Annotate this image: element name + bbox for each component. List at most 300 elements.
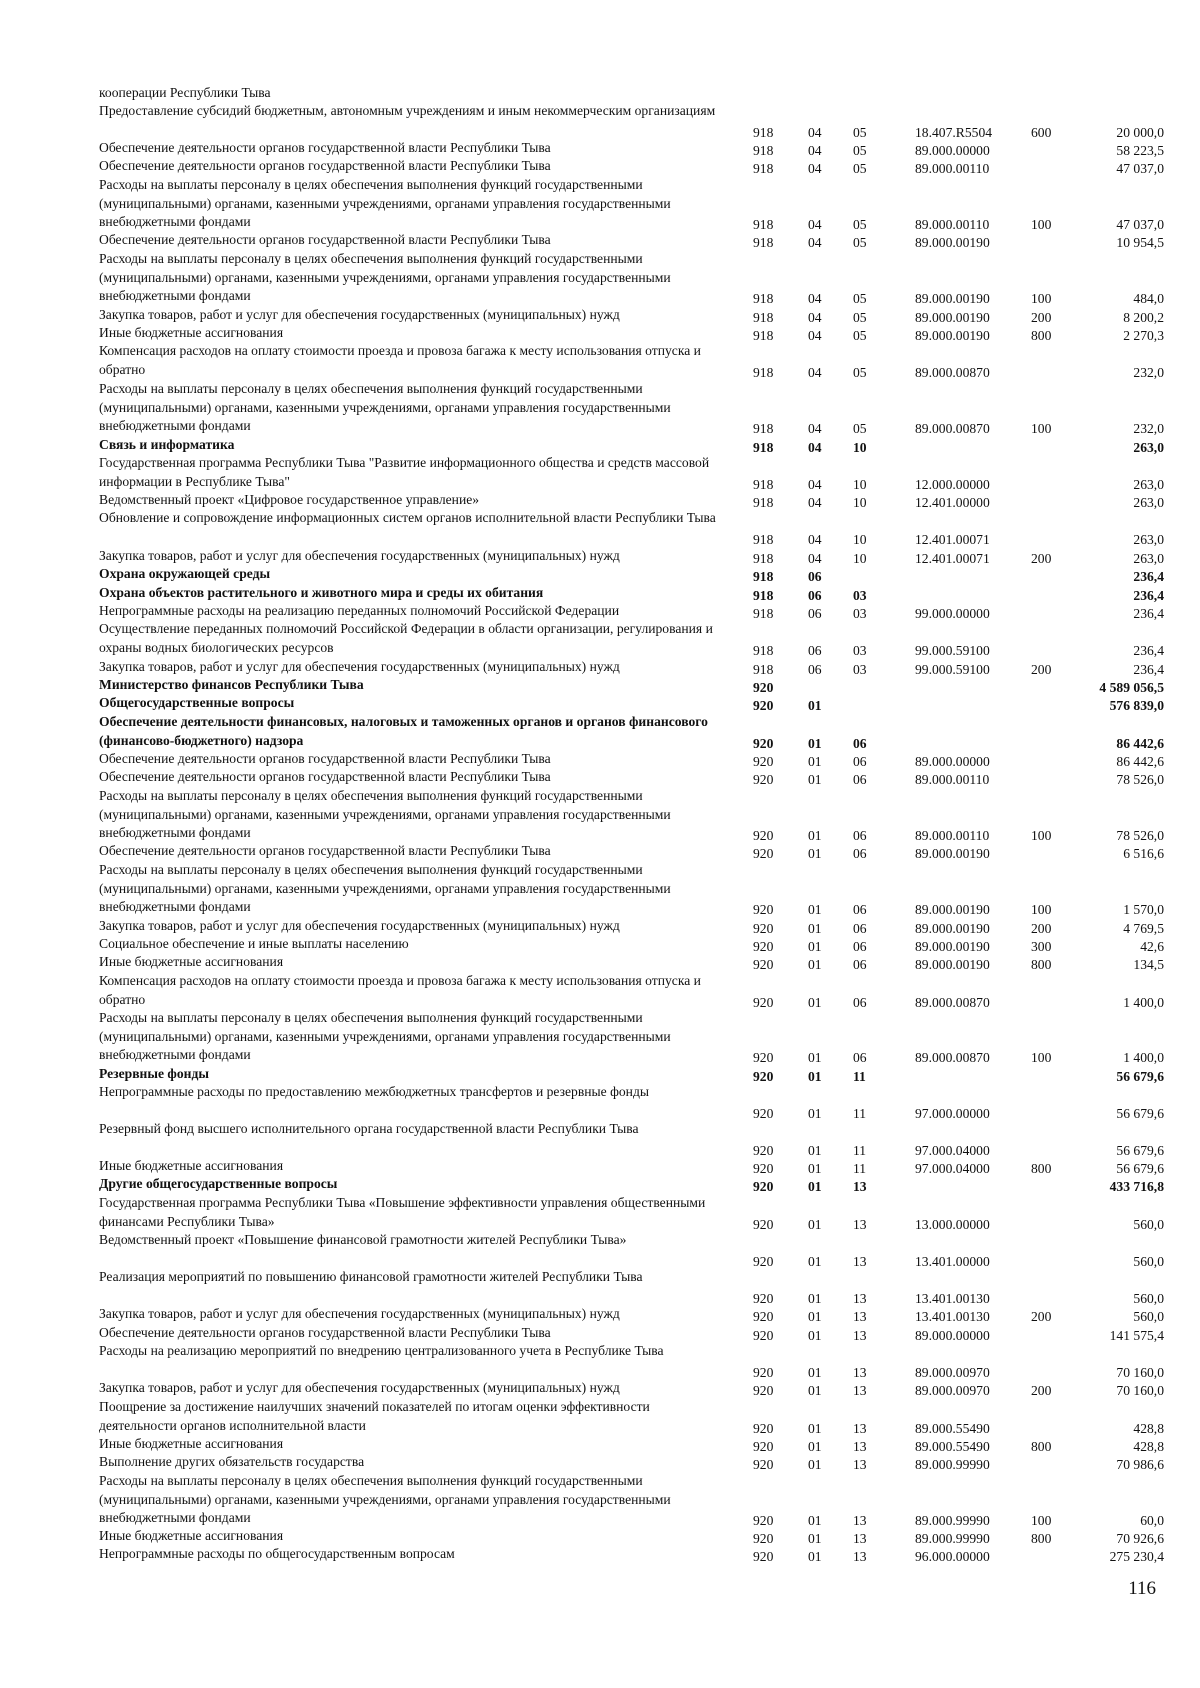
row-amount: 47 037,0 (1116, 161, 1164, 176)
row-amount: 56 679,6 (1116, 1142, 1164, 1158)
row-name: Обновление и сопровождение информационных систем органов исполнительной власти Республики Тыва (99, 510, 716, 525)
row-name: Обеспечение деятельности органов государственной власти Республики Тыва (99, 843, 551, 858)
row-section: 01 (808, 1105, 822, 1121)
row-ministry: 918 (753, 531, 774, 547)
row-vr: 800 (1031, 1439, 1052, 1454)
row-ministry: 920 (753, 1531, 774, 1546)
row-target: 89.000.00870 (915, 994, 990, 1010)
row-target: 89.000.00110 (915, 217, 990, 232)
row-vr: 100 (1031, 1513, 1052, 1528)
row-name: Закупка товаров, работ и услуг для обеспечения государственных (муниципальных) нужд (99, 1380, 620, 1395)
row-target: 97.000.00000 (915, 1105, 990, 1121)
row-target: 99.000.59100 (915, 642, 990, 658)
row-vr: 300 (1031, 939, 1052, 954)
row-name: Расходы на выплаты персоналу в целях обеспечения выполнения функций государственными (муниципальными) органами, казенными учреждениями, органами управления государственными внебюджетными фондами (99, 862, 671, 914)
row-amount: 70 160,0 (1116, 1364, 1164, 1380)
row-subsection: 06 (853, 828, 867, 843)
row-target: 12.401.00071 (915, 531, 990, 547)
row-name: Обеспечение деятельности органов государственной власти Республики Тыва (99, 751, 551, 766)
row-name: Резервные фонды (99, 1066, 209, 1081)
row-subsection: 13 (853, 1309, 867, 1324)
page-number: 116 (1128, 1578, 1156, 1599)
row-section: 01 (808, 902, 822, 917)
row-target: 13.000.00000 (915, 1216, 990, 1232)
row-name: кооперации Республики Тыва (99, 85, 271, 100)
row-target: 89.000.00110 (915, 828, 990, 843)
row-amount: 1 400,0 (1123, 1050, 1164, 1065)
row-ministry: 920 (753, 1069, 774, 1084)
row-amount: 428,8 (1133, 1439, 1164, 1454)
row-subsection: 13 (853, 1457, 867, 1472)
row-ministry: 918 (753, 495, 774, 510)
row-subsection: 05 (853, 310, 867, 325)
row-target: 89.000.00000 (915, 1328, 990, 1343)
row-target: 89.000.00190 (915, 921, 990, 936)
row-target: 89.000.00110 (915, 161, 990, 176)
row-name: Закупка товаров, работ и услуг для обеспечения государственных (муниципальных) нужд (99, 659, 620, 674)
row-name: Иные бюджетные ассигнования (99, 1528, 284, 1543)
row-section: 04 (808, 551, 822, 566)
row-name: Поощрение за достижение наилучших значений показателей по итогам оценки эффективности деятельности органов исполнительной власти (99, 1399, 650, 1433)
row-target: 12.401.00071 (915, 551, 990, 566)
row-ministry: 918 (753, 551, 774, 566)
row-section: 01 (808, 1290, 822, 1306)
row-section: 01 (808, 921, 822, 936)
row-ministry: 918 (753, 328, 774, 343)
row-section: 01 (808, 1050, 822, 1065)
row-amount: 560,0 (1133, 1216, 1164, 1232)
row-section: 04 (808, 143, 822, 158)
row-ministry: 920 (753, 1050, 774, 1065)
row-section: 01 (808, 1309, 822, 1324)
row-subsection: 13 (853, 1290, 867, 1306)
row-section: 01 (808, 772, 822, 787)
row-target: 89.000.00970 (915, 1383, 990, 1398)
row-subsection: 13 (853, 1531, 867, 1546)
row-subsection: 03 (853, 642, 867, 658)
row-subsection: 11 (853, 1161, 867, 1176)
row-ministry: 920 (753, 1513, 774, 1528)
row-name: Расходы на выплаты персоналу в целях обеспечения выполнения функций государственными (муниципальными) органами, казенными учреждениями, органами управления государственными внебюджетными фондами (99, 251, 671, 303)
row-vr: 100 (1031, 217, 1052, 232)
row-ministry: 920 (753, 1142, 774, 1158)
row-amount: 10 954,5 (1116, 235, 1164, 250)
row-subsection: 05 (853, 161, 867, 176)
row-subsection: 13 (853, 1328, 867, 1343)
row-vr: 100 (1031, 421, 1052, 436)
row-vr: 800 (1031, 1531, 1052, 1546)
row-amount: 47 037,0 (1116, 217, 1164, 232)
row-name: Резервный фонд высшего исполнительного органа государственной власти Республики Тыва (99, 1121, 639, 1136)
row-ministry: 918 (753, 476, 774, 492)
row-amount: 236,4 (1133, 569, 1164, 584)
row-subsection: 05 (853, 235, 867, 250)
row-ministry: 918 (753, 642, 774, 658)
row-amount: 60,0 (1140, 1513, 1164, 1528)
row-target: 89.000.99990 (915, 1531, 990, 1546)
row-ministry: 920 (753, 1290, 774, 1306)
row-subsection: 11 (853, 1069, 866, 1084)
row-vr: 200 (1031, 1383, 1052, 1398)
row-amount: 236,4 (1133, 588, 1164, 603)
row-section: 01 (808, 735, 822, 751)
row-section: 04 (808, 217, 822, 232)
row-target: 97.000.04000 (915, 1161, 990, 1176)
row-amount: 78 526,0 (1116, 772, 1164, 787)
row-ministry: 918 (753, 606, 774, 621)
row-amount: 70 926,6 (1116, 1531, 1164, 1546)
row-amount: 56 679,6 (1116, 1105, 1164, 1121)
row-name: Иные бюджетные ассигнования (99, 954, 284, 969)
row-subsection: 10 (853, 495, 867, 510)
row-subsection: 05 (853, 124, 867, 140)
row-amount: 263,0 (1133, 476, 1164, 492)
row-subsection: 06 (853, 846, 867, 861)
row-target: 18.407.R5504 (915, 124, 993, 140)
row-ministry: 920 (753, 994, 774, 1010)
row-target: 89.000.55490 (915, 1420, 990, 1436)
row-vr: 100 (1031, 902, 1052, 917)
row-name: Реализация мероприятий по повышению финансовой грамотности жителей Республики Тыва (99, 1269, 643, 1284)
row-subsection: 13 (853, 1549, 867, 1564)
row-name: Обеспечение деятельности органов государственной власти Республики Тыва (99, 232, 551, 247)
row-ministry: 920 (753, 1549, 774, 1564)
row-target: 89.000.99990 (915, 1513, 990, 1528)
row-name: Осуществление переданных полномочий Российской Федерации в области организации, регулирования и охраны водных биологических ресурсов (99, 621, 713, 655)
row-name: Обеспечение деятельности финансовых, налоговых и таможенных органов и органов финансового (финансово-бюджетного) надзора (99, 714, 708, 748)
row-section: 01 (808, 1161, 822, 1176)
row-vr: 200 (1031, 551, 1052, 566)
row-subsection: 13 (853, 1420, 867, 1436)
row-amount: 78 526,0 (1116, 828, 1164, 843)
row-section: 04 (808, 124, 822, 140)
row-target: 12.401.00000 (915, 495, 990, 510)
row-section: 04 (808, 161, 822, 176)
row-subsection: 06 (853, 772, 867, 787)
row-name: Предоставление субсидий бюджетным, автономным учреждениям и иным некоммерческим организациям (99, 103, 716, 118)
row-section: 01 (808, 698, 822, 713)
row-vr: 800 (1031, 328, 1052, 343)
row-ministry: 918 (753, 569, 774, 584)
row-name: Расходы на выплаты персоналу в целях обеспечения выполнения функций государственными (муниципальными) органами, казенными учреждениями, органами управления государственными внебюджетными фондами (99, 788, 671, 840)
row-name: Расходы на выплаты персоналу в целях обеспечения выполнения функций государственными (муниципальными) органами, казенными учреждениями, органами управления государственными внебюджетными фондами (99, 1473, 671, 1525)
row-section: 01 (808, 1549, 822, 1564)
row-section: 06 (808, 588, 822, 603)
row-amount: 70 160,0 (1116, 1383, 1164, 1398)
row-section: 04 (808, 235, 822, 250)
row-section: 01 (808, 1364, 822, 1380)
row-ministry: 918 (753, 588, 774, 603)
row-amount: 236,4 (1133, 642, 1164, 658)
row-amount: 1 570,0 (1123, 902, 1164, 917)
row-subsection: 11 (853, 1105, 867, 1121)
row-section: 04 (808, 291, 822, 306)
row-name: Обеспечение деятельности органов государственной власти Республики Тыва (99, 1325, 551, 1340)
row-subsection: 05 (853, 217, 867, 232)
row-amount: 560,0 (1133, 1253, 1164, 1269)
row-section: 04 (808, 495, 822, 510)
row-ministry: 920 (753, 1439, 774, 1454)
row-target: 89.000.00870 (915, 421, 990, 436)
row-section: 01 (808, 1328, 822, 1343)
row-target: 89.000.00190 (915, 328, 990, 343)
row-name: Закупка товаров, работ и услуг для обеспечения государственных (муниципальных) нужд (99, 307, 620, 322)
row-target: 89.000.00190 (915, 310, 990, 325)
row-ministry: 920 (753, 698, 774, 713)
row-section: 06 (808, 642, 822, 658)
row-name: Закупка товаров, работ и услуг для обеспечения государственных (муниципальных) нужд (99, 548, 620, 563)
row-subsection: 10 (853, 440, 867, 455)
row-name: Связь и информатика (99, 437, 235, 452)
row-ministry: 918 (753, 124, 774, 140)
row-section: 01 (808, 1216, 822, 1232)
row-ministry: 920 (753, 1161, 774, 1176)
row-subsection: 06 (853, 902, 867, 917)
row-subsection: 06 (853, 1050, 867, 1065)
row-ministry: 920 (753, 1179, 774, 1194)
row-vr: 200 (1031, 1309, 1052, 1324)
row-name: Другие общегосударственные вопросы (99, 1176, 338, 1191)
row-amount: 56 679,6 (1116, 1069, 1164, 1084)
row-ministry: 920 (753, 1457, 774, 1472)
row-target: 89.000.00190 (915, 939, 990, 954)
row-amount: 6 516,6 (1123, 846, 1164, 861)
row-name: Обеспечение деятельности органов государственной власти Республики Тыва (99, 140, 551, 155)
row-vr: 600 (1031, 124, 1052, 140)
row-vr: 100 (1031, 291, 1052, 306)
row-amount: 236,4 (1133, 606, 1164, 621)
row-amount: 484,0 (1133, 291, 1164, 306)
row-name: Компенсация расходов на оплату стоимости проезда и провоза багажа к месту использования отпуска и обратно (99, 343, 701, 377)
row-subsection: 10 (853, 476, 867, 492)
row-subsection: 06 (853, 957, 867, 972)
row-target: 89.000.55490 (915, 1439, 990, 1454)
row-target: 13.401.00000 (915, 1253, 990, 1269)
row-name: Государственная программа Республики Тыва "Развитие информационного общества и средств массовой информации в Республике Тыва" (99, 455, 710, 489)
row-section: 01 (808, 754, 822, 769)
row-section: 01 (808, 1420, 822, 1436)
row-vr: 100 (1031, 828, 1052, 843)
row-ministry: 920 (753, 1383, 774, 1398)
row-name: Ведомственный проект «Цифровое государственное управление» (99, 492, 480, 507)
row-name: Министерство финансов Республики Тыва (99, 677, 364, 692)
row-ministry: 918 (753, 235, 774, 250)
row-subsection: 13 (853, 1383, 867, 1398)
row-name: Закупка товаров, работ и услуг для обеспечения государственных (муниципальных) нужд (99, 1306, 620, 1321)
row-name: Непрограммные расходы по общегосударственным вопросам (99, 1546, 455, 1561)
row-target: 99.000.59100 (915, 662, 990, 677)
row-section: 04 (808, 440, 822, 455)
row-target: 13.401.00130 (915, 1290, 990, 1306)
row-vr: 200 (1031, 310, 1052, 325)
row-target: 89.000.00190 (915, 291, 990, 306)
row-section: 01 (808, 828, 822, 843)
row-amount: 275 230,4 (1109, 1549, 1164, 1564)
row-amount: 141 575,4 (1109, 1328, 1164, 1343)
row-target: 89.000.00190 (915, 902, 990, 917)
row-name: Иные бюджетные ассигнования (99, 1436, 284, 1451)
row-amount: 42,6 (1140, 939, 1164, 954)
row-subsection: 13 (853, 1364, 867, 1380)
row-amount: 8 200,2 (1123, 310, 1164, 325)
row-subsection: 13 (853, 1216, 867, 1232)
row-subsection: 06 (853, 921, 867, 936)
row-ministry: 918 (753, 364, 774, 380)
row-amount: 86 442,6 (1116, 754, 1164, 769)
row-ministry: 918 (753, 143, 774, 158)
row-name: Непрограммные расходы на реализацию переданных полномочий Российской Федерации (99, 603, 620, 618)
row-amount: 560,0 (1133, 1290, 1164, 1306)
row-vr: 800 (1031, 957, 1052, 972)
row-subsection: 11 (853, 1142, 867, 1158)
row-section: 01 (808, 1253, 822, 1269)
row-target: 12.000.00000 (915, 476, 990, 492)
row-ministry: 920 (753, 1309, 774, 1324)
row-subsection: 06 (853, 754, 867, 769)
row-subsection: 13 (853, 1253, 867, 1269)
row-amount: 263,0 (1133, 495, 1164, 510)
row-section: 01 (808, 846, 822, 861)
row-subsection: 05 (853, 143, 867, 158)
row-ministry: 920 (753, 1105, 774, 1121)
row-amount: 232,0 (1133, 364, 1164, 380)
row-target: 97.000.04000 (915, 1142, 990, 1158)
row-name: Расходы на выплаты персоналу в целях обеспечения выполнения функций государственными (муниципальными) органами, казенными учреждениями, органами управления государственными внебюджетными фондами (99, 177, 671, 229)
row-subsection: 10 (853, 531, 867, 547)
row-name: Социальное обеспечение и иные выплаты населению (99, 936, 409, 951)
row-section: 01 (808, 994, 822, 1010)
row-amount: 263,0 (1133, 551, 1164, 566)
row-name: Общегосударственные вопросы (99, 695, 295, 710)
row-ministry: 920 (753, 772, 774, 787)
row-ministry: 920 (753, 921, 774, 936)
row-ministry: 920 (753, 680, 774, 695)
row-section: 01 (808, 957, 822, 972)
row-target: 89.000.99990 (915, 1457, 990, 1472)
row-subsection: 05 (853, 364, 867, 380)
row-amount: 428,8 (1133, 1420, 1164, 1436)
row-target: 99.000.00000 (915, 606, 990, 621)
row-ministry: 920 (753, 735, 774, 751)
row-ministry: 920 (753, 828, 774, 843)
row-section: 01 (808, 1513, 822, 1528)
row-ministry: 918 (753, 440, 774, 455)
row-vr: 200 (1031, 921, 1052, 936)
row-ministry: 918 (753, 291, 774, 306)
row-target: 89.000.00190 (915, 957, 990, 972)
row-subsection: 13 (853, 1439, 867, 1454)
row-name: Компенсация расходов на оплату стоимости проезда и провоза багажа к месту использования отпуска и обратно (99, 973, 701, 1007)
row-target: 96.000.00000 (915, 1549, 990, 1564)
row-section: 04 (808, 328, 822, 343)
row-section: 01 (808, 1439, 822, 1454)
row-ministry: 920 (753, 1328, 774, 1343)
row-target: 89.000.00970 (915, 1364, 990, 1380)
row-vr: 800 (1031, 1161, 1052, 1176)
row-ministry: 918 (753, 662, 774, 677)
row-amount: 86 442,6 (1116, 735, 1164, 751)
row-section: 01 (808, 1142, 822, 1158)
row-amount: 263,0 (1133, 531, 1164, 547)
row-ministry: 920 (753, 957, 774, 972)
row-subsection: 06 (853, 994, 867, 1010)
row-name: Охрана объектов растительного и животного мира и среды их обитания (99, 585, 544, 600)
row-amount: 236,4 (1133, 662, 1164, 677)
row-section: 04 (808, 364, 822, 380)
row-amount: 70 986,6 (1116, 1457, 1164, 1472)
row-amount: 4 589 056,5 (1099, 680, 1164, 695)
row-ministry: 920 (753, 846, 774, 861)
row-section: 01 (808, 1383, 822, 1398)
row-section: 06 (808, 606, 822, 621)
row-subsection: 03 (853, 662, 867, 677)
row-subsection: 10 (853, 551, 867, 566)
row-subsection: 05 (853, 328, 867, 343)
row-name: Обеспечение деятельности органов государственной власти Республики Тыва (99, 769, 551, 784)
row-section: 06 (808, 662, 822, 677)
row-ministry: 920 (753, 754, 774, 769)
row-ministry: 920 (753, 1420, 774, 1436)
row-name: Непрограммные расходы по предоставлению межбюджетных трансфертов и резервные фонды (99, 1084, 650, 1099)
row-name: Охрана окружающей среды (99, 566, 271, 581)
row-subsection: 03 (853, 588, 867, 603)
row-ministry: 920 (753, 1364, 774, 1380)
row-name: Иные бюджетные ассигнования (99, 1158, 284, 1173)
row-target: 89.000.00190 (915, 235, 990, 250)
row-amount: 20 000,0 (1116, 124, 1164, 140)
row-section: 01 (808, 1531, 822, 1546)
row-target: 89.000.00870 (915, 364, 990, 380)
row-amount: 232,0 (1133, 421, 1164, 436)
row-section: 04 (808, 421, 822, 436)
row-amount: 433 716,8 (1109, 1179, 1164, 1194)
row-ministry: 920 (753, 1216, 774, 1232)
row-vr: 200 (1031, 662, 1052, 677)
row-name: Выполнение других обязательств государства (99, 1454, 365, 1469)
row-section: 01 (808, 1069, 822, 1084)
row-subsection: 06 (853, 939, 867, 954)
row-target: 13.401.00130 (915, 1309, 990, 1324)
row-target: 89.000.00000 (915, 143, 990, 158)
row-name: Расходы на реализацию мероприятий по внедрению централизованного учета в Республике Тыва (99, 1343, 664, 1358)
row-subsection: 13 (853, 1513, 867, 1528)
row-amount: 1 400,0 (1123, 994, 1164, 1010)
row-ministry: 918 (753, 217, 774, 232)
row-subsection: 06 (853, 735, 867, 751)
row-ministry: 920 (753, 902, 774, 917)
row-name: Расходы на выплаты персоналу в целях обеспечения выполнения функций государственными (муниципальными) органами, казенными учреждениями, органами управления государственными внебюджетными фондами (99, 381, 671, 433)
row-amount: 4 769,5 (1123, 921, 1164, 936)
row-target: 89.000.00870 (915, 1050, 990, 1065)
row-vr: 100 (1031, 1050, 1052, 1065)
row-subsection: 05 (853, 291, 867, 306)
row-section: 01 (808, 1179, 822, 1194)
row-ministry: 920 (753, 1253, 774, 1269)
row-ministry: 920 (753, 939, 774, 954)
row-amount: 2 270,3 (1123, 328, 1164, 343)
row-amount: 56 679,6 (1116, 1161, 1164, 1176)
row-amount: 576 839,0 (1109, 698, 1164, 713)
row-section: 01 (808, 1457, 822, 1472)
row-ministry: 918 (753, 310, 774, 325)
row-subsection: 05 (853, 421, 867, 436)
row-subsection: 13 (853, 1179, 867, 1194)
row-amount: 263,0 (1133, 440, 1164, 455)
row-amount: 134,5 (1133, 957, 1164, 972)
row-target: 89.000.00190 (915, 846, 990, 861)
row-ministry: 918 (753, 161, 774, 176)
row-amount: 58 223,5 (1116, 143, 1164, 158)
